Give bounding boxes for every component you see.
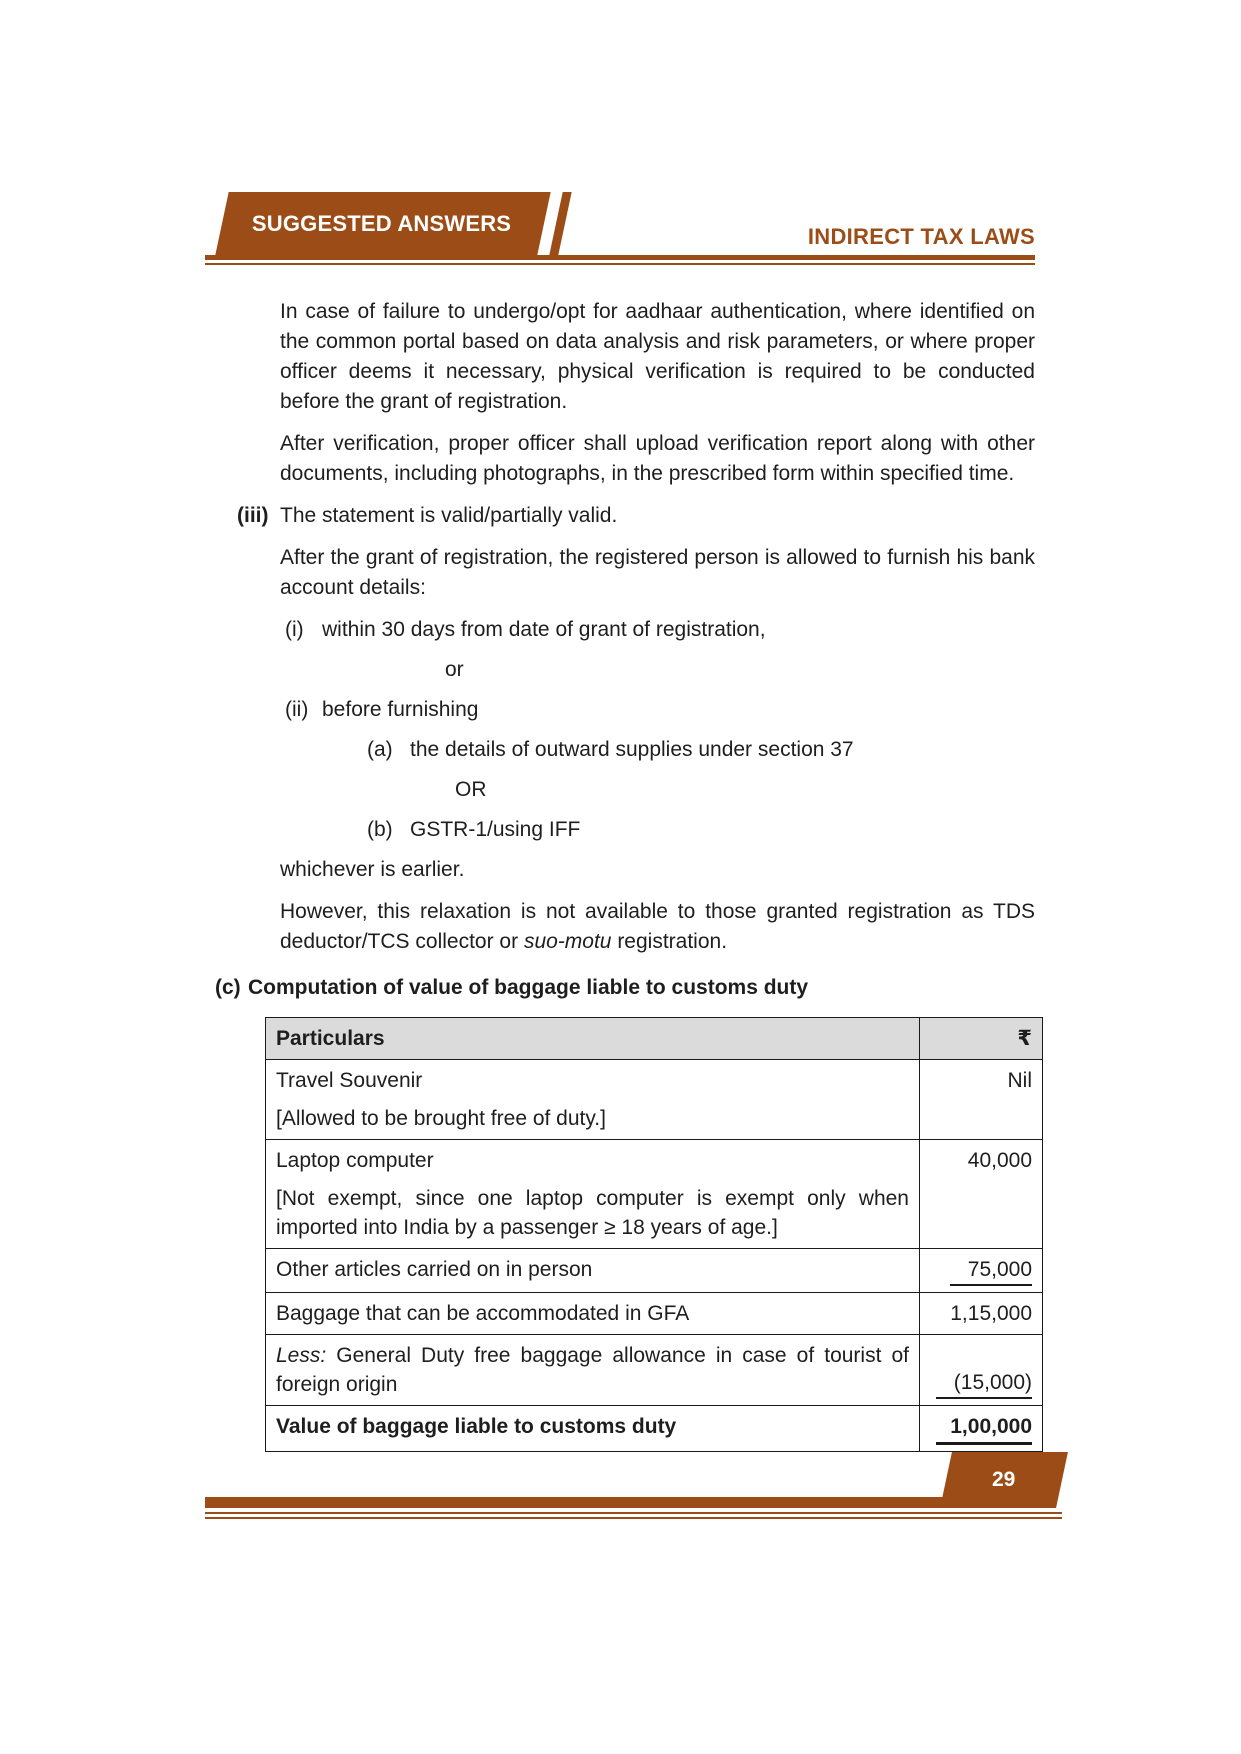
page-number-tab: [940, 1452, 1068, 1508]
list-item-i-label: (i): [285, 618, 304, 641]
subject-title: INDIRECT TAX LAWS: [807, 224, 1035, 249]
section-c-heading: [205, 973, 1035, 1003]
row-less-allowance: General Duty free baggage allowance in case of tourist of foreign origin: [276, 1344, 909, 1396]
list-item-a: [205, 735, 1035, 765]
amount-laptop: 40,000: [920, 1140, 1043, 1249]
row-laptop-note: [Not exempt, since one laptop computer is exempt only when imported into India by a passenger ≥ 18 years of age.]: [276, 1187, 909, 1239]
table-row: [266, 1140, 1043, 1249]
paragraph-relaxation-suffix: registration.: [611, 930, 728, 953]
banner-label: SUGGESTED ANSWERS: [252, 210, 512, 236]
row-laptop: Laptop computer: [276, 1149, 434, 1172]
table-row: [266, 1060, 1043, 1140]
page-body: [205, 290, 1035, 1452]
list-item-b-text: GSTR-1/using IFF: [410, 818, 581, 841]
list-item-ii-text: before furnishing: [322, 698, 479, 721]
footer-rule-thin-2: [205, 1517, 1062, 1519]
row-other-articles: Other articles carried on in person: [266, 1249, 920, 1293]
paragraph-whichever-earlier: whichever is earlier.: [280, 858, 465, 881]
row-baggage-gfa: Baggage that can be accommodated in GFA: [266, 1293, 920, 1335]
page-number: 29: [992, 1468, 1016, 1491]
suggested-answers-banner: [215, 192, 550, 255]
amount-less-allowance: (15,000): [936, 1368, 1032, 1399]
paragraph-relaxation: [205, 897, 1035, 957]
list-item-i-text: within 30 days from date of grant of registration,: [322, 618, 766, 641]
list-item-iii-text: The statement is valid/partially valid.: [280, 504, 618, 527]
footer-bar: [205, 1497, 1035, 1508]
table-row: [266, 1335, 1043, 1406]
table-row: [266, 1249, 1043, 1293]
column-header-particulars: Particulars: [266, 1018, 920, 1060]
connector-or-lower: or: [445, 658, 464, 681]
amount-baggage-gfa: 1,15,000: [920, 1293, 1043, 1335]
baggage-computation-table: [265, 1017, 1043, 1452]
list-item-iii-label: (iii): [237, 504, 269, 527]
list-item-b-label: (b): [367, 818, 393, 841]
paragraph-aadhaar-verification: In case of failure to undergo/opt for aadhaar authentication, where identified on the common portal based on data analysis and risk parameters, or where proper officer deems it necessary, physical verification is required to be conducted before the grant of registration.: [280, 300, 1035, 413]
row-travel-souvenir: Travel Souvenir: [276, 1069, 423, 1092]
paragraph-upload-report: After verification, proper officer shall upload verification report along with other documents, including photographs, in the prescribed form within specified time.: [280, 432, 1035, 485]
list-item-a-text: the details of outward supplies under section 37: [410, 738, 854, 761]
connector-or-upper: OR: [455, 778, 487, 801]
list-item-i: [205, 615, 1035, 645]
banner-slash-decoration: [549, 192, 571, 255]
paragraph-bank-details: After the grant of registration, the registered person is allowed to furnish his bank account details:: [280, 546, 1035, 599]
table-row-total: [266, 1406, 1043, 1452]
header-rule-thin: [205, 263, 1035, 265]
amount-total-value: 1,00,000: [936, 1412, 1032, 1445]
column-header-rupee: ₹: [920, 1018, 1043, 1060]
table-header-row: [266, 1018, 1043, 1060]
amount-travel-souvenir: Nil: [920, 1060, 1043, 1140]
list-item-ii: [205, 695, 1035, 725]
list-item-iii: [205, 501, 1035, 531]
paragraph-relaxation-prefix: However, this relaxation is not available to those granted registration as TDS deductor/TCS collector or: [280, 900, 1035, 953]
table-row: [266, 1293, 1043, 1335]
paragraph-relaxation-italic: suo-motu: [523, 930, 612, 953]
list-item-b: [205, 815, 1035, 845]
row-total-value: Value of baggage liable to customs duty: [266, 1406, 920, 1452]
header-rule: [205, 255, 1035, 260]
section-c-title: Computation of value of baggage liable to customs duty: [248, 976, 809, 999]
amount-other-articles: 75,000: [950, 1255, 1032, 1286]
list-item-ii-label: (ii): [285, 698, 309, 721]
row-less-allowance-prefix: Less:: [276, 1344, 327, 1367]
list-item-a-label: (a): [367, 738, 393, 761]
footer-rule-thin-1: [205, 1512, 1062, 1514]
row-travel-souvenir-note: [Allowed to be brought free of duty.]: [276, 1107, 606, 1130]
section-c-label: (c): [215, 976, 241, 999]
